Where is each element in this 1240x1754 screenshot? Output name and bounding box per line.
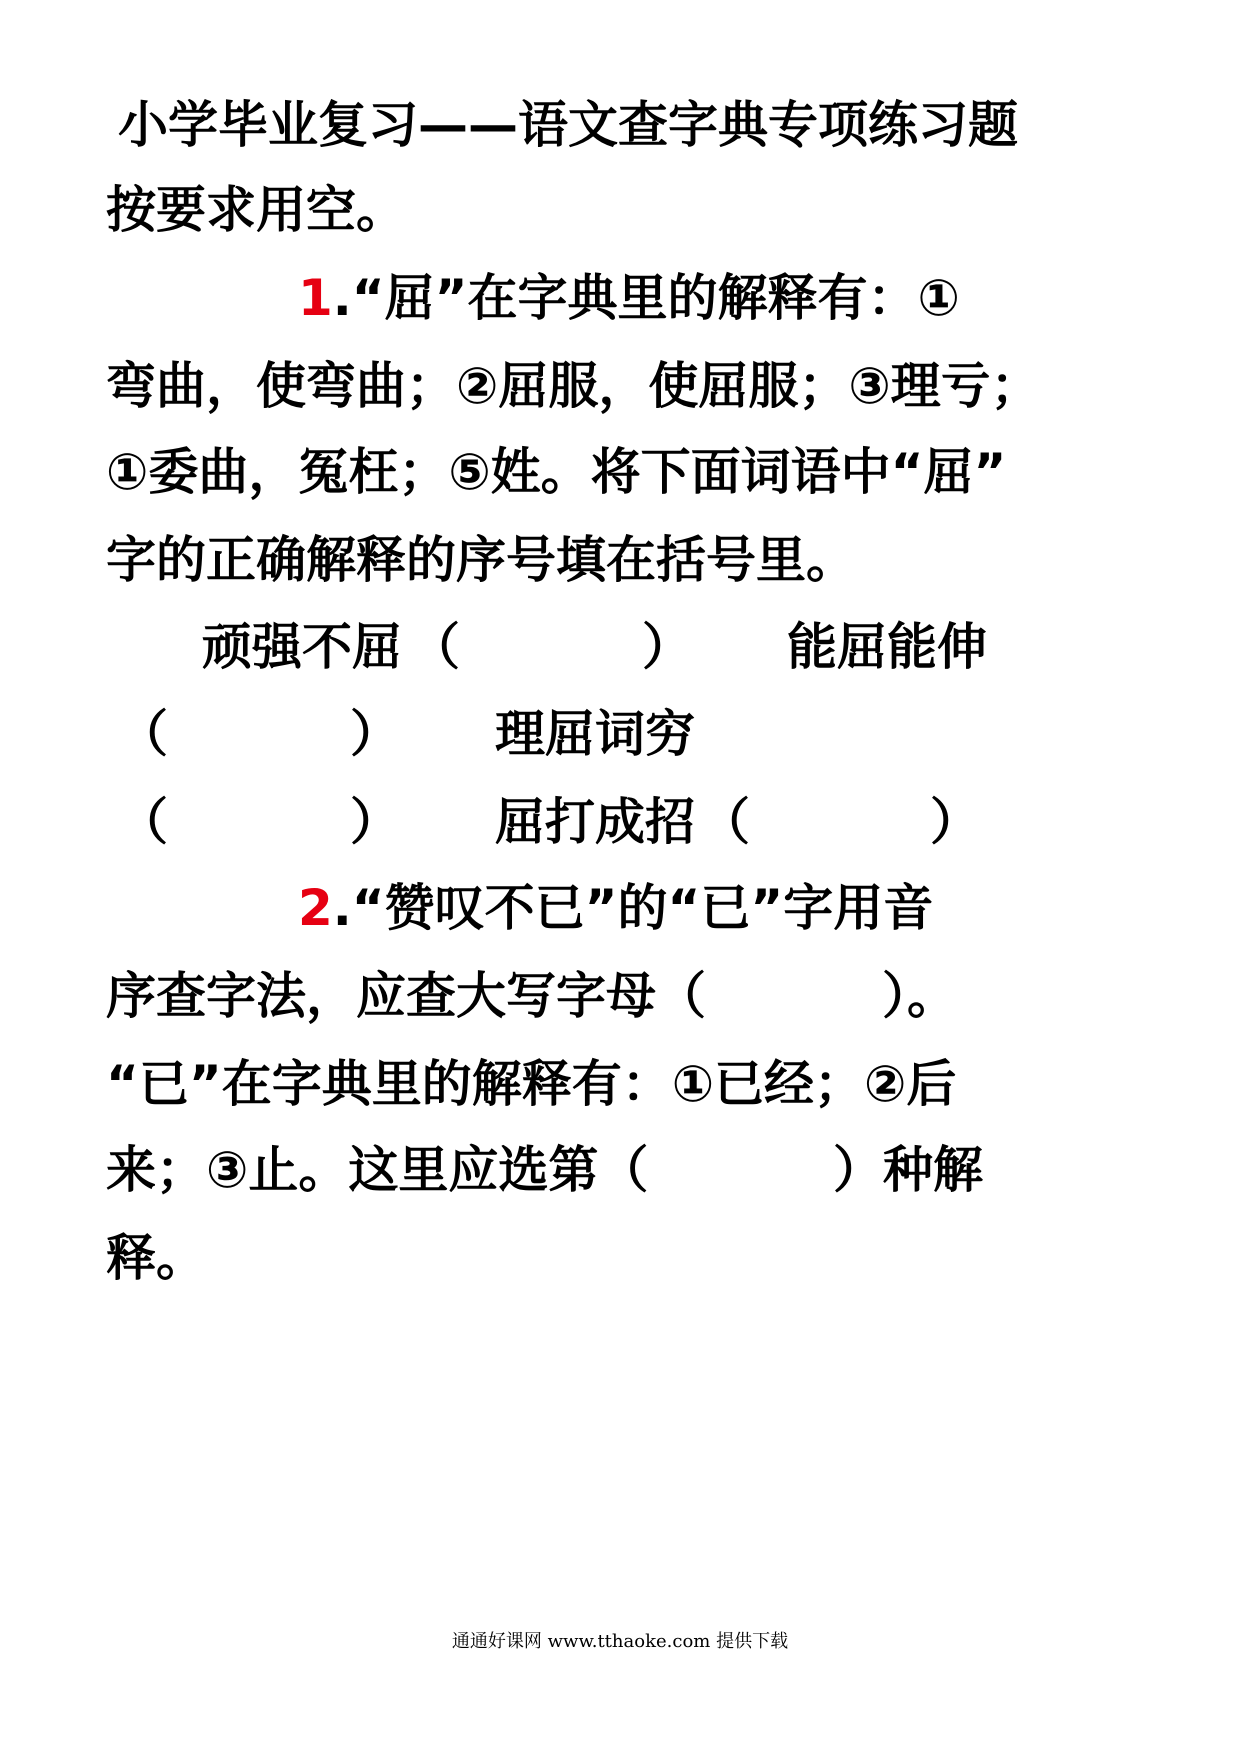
- q1-item-d-close-paren: ）: [930, 793, 980, 851]
- question-1-number: 1: [298, 269, 333, 327]
- instruction-text: 按要求用空。: [106, 181, 406, 239]
- question-1-line-3: ①委曲，冤枉；⑤姓。将下面词语中“屈”: [106, 443, 1007, 501]
- question-2-line-1: [298, 878, 933, 938]
- q1-item-a-close-paren: ）: [642, 618, 692, 676]
- q1-item-c-close-paren: ）: [350, 793, 400, 851]
- q1-item-a-term: 顽强不屈: [202, 618, 402, 676]
- question-2-line-2b: ）。: [882, 967, 957, 1025]
- question-1-line-4: 字的正确解释的序号填在括号里。: [106, 531, 856, 589]
- question-1-text: .“屈”在字典里的解释有：①: [332, 269, 960, 327]
- question-1-line-2: 弯曲，使弯曲；②屈服，使屈服；③理亏；: [106, 357, 1041, 415]
- question-2-line-3: “已”在字典里的解释有：①已经；②后: [106, 1055, 957, 1113]
- q1-item-b-open-paren: （: [118, 705, 168, 763]
- question-2-line-4b: ）种解: [833, 1141, 983, 1199]
- q1-item-d-term: 屈打成招: [495, 793, 695, 851]
- q1-item-a-open-paren: （: [410, 618, 460, 676]
- question-2-text: .“赞叹不已”的“已”字用音: [332, 879, 934, 937]
- q1-item-c-term: 理屈词穷: [495, 705, 695, 763]
- question-2-line-2a: 序查字法，应查大写字母（: [106, 967, 706, 1025]
- question-2-line-5: 释。: [106, 1229, 206, 1287]
- page-title: 小学毕业复习——语文查字典专项练习题: [118, 96, 1018, 154]
- q1-item-b-close-paren: ）: [350, 705, 400, 763]
- q1-item-b-term: 能屈能伸: [787, 618, 987, 676]
- footer-text: 通通好课网 www.tthaoke.com 提供下载: [451, 1631, 789, 1652]
- q1-item-d-open-paren: （: [700, 793, 750, 851]
- question-2-number: 2: [298, 879, 333, 937]
- q1-item-c-open-paren: （: [118, 793, 168, 851]
- question-1-line-1: [298, 268, 960, 328]
- question-2-line-4a: 来；③止。这里应选第（: [106, 1141, 649, 1199]
